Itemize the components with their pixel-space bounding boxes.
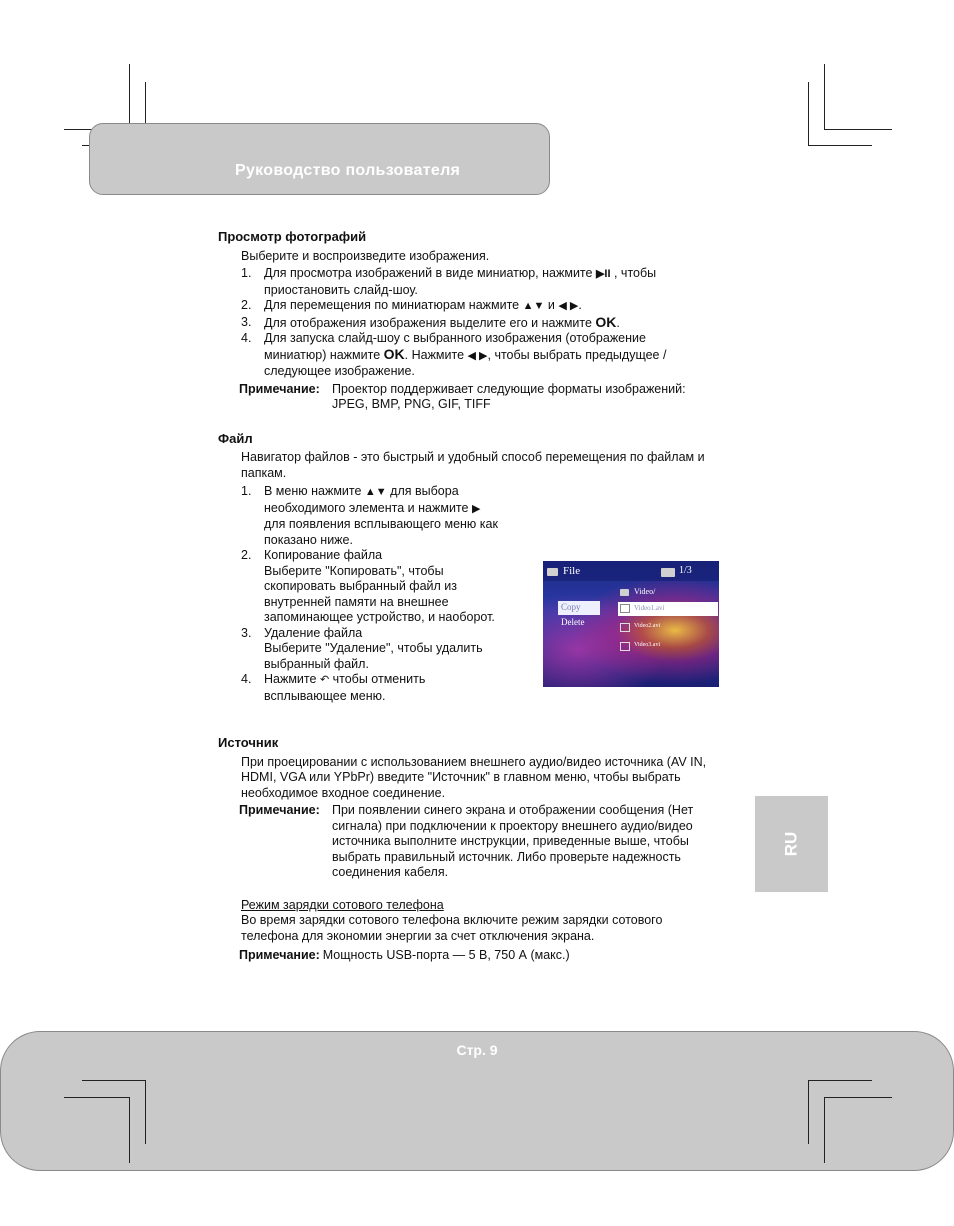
file-row[interactable]: Video1.avi: [634, 604, 665, 612]
up-down-arrows-icon: ▲▼: [364, 486, 387, 498]
section-title-file: Файл: [218, 430, 253, 446]
charge-note: Примечание: Мощность USB-порта — 5 В, 750 А (макс.): [239, 948, 570, 962]
list-item: 3. Удаление файла Выберите "Удаление", чтобы удалить выбранный файл.: [241, 625, 483, 671]
file-row[interactable]: Video2.avi: [634, 623, 661, 629]
photos-note: Примечание: Проектор поддерживает следующие форматы изображений: JPEG, BMP, PNG, GIF, TIFF: [239, 381, 686, 411]
charge-line-2: телефона для экономии энергии за счет отключения экрана.: [241, 928, 595, 943]
page-header-title: Руководство пользователя: [235, 162, 461, 179]
list-item: 1. В меню нажмите ▲▼ для выбора необходимого элемента и нажмите ▶ для появления всплывающего меню как показано ниже.: [241, 484, 498, 547]
screen-page-counter: 1/3: [679, 565, 692, 576]
language-tab-label: RU: [781, 831, 801, 857]
folder-icon: [547, 568, 558, 576]
list-item: 4. Нажмите ↶ чтобы отменить всплывающее меню.: [241, 672, 426, 703]
crop-mark: [808, 1080, 809, 1144]
section-title-source: Источник: [218, 735, 279, 750]
header-band: [89, 123, 550, 195]
page-number: Стр. 9: [456, 1042, 498, 1058]
ok-key: OK: [383, 345, 405, 362]
crop-mark: [64, 1097, 130, 1098]
up-down-arrows-icon: ▲▼: [522, 300, 545, 312]
crop-mark: [82, 1080, 146, 1081]
charge-title: Режим зарядки сотового телефона: [241, 897, 444, 912]
crop-mark: [129, 1097, 130, 1163]
photos-intro: Выберите и воспроизведите изображения.: [241, 248, 490, 263]
crop-mark: [824, 129, 892, 130]
film-icon: [620, 642, 630, 651]
list-item: 2. Для перемещения по миниатюрам нажмите ▲▼ и ◀ ▶.: [241, 298, 582, 312]
left-right-arrows-icon: ◀ ▶: [558, 300, 579, 312]
source-note: Примечание: При появлении синего экрана и отображении сообщения (Нет сигнала) при подключении к проектору внешнего аудио/видео источника выполните инструкции, приведенные выше, чтобы выбрать правильный источник. Либо проверьте надежность соединения кабеля.: [239, 803, 694, 879]
film-icon: [620, 604, 630, 613]
file-row[interactable]: Video/: [634, 587, 656, 596]
crop-mark: [808, 145, 872, 146]
file-row[interactable]: Video3.avi: [634, 642, 661, 648]
ok-key: OK: [595, 313, 617, 330]
file-intro-2: папкам.: [241, 465, 287, 480]
menu-copy[interactable]: Copy: [561, 602, 581, 612]
folder-icon: [620, 589, 629, 596]
right-arrow-icon: ▶: [471, 502, 481, 515]
crop-mark: [808, 82, 809, 146]
play-pause-icon: ▶II: [595, 268, 611, 280]
crop-mark: [824, 64, 825, 130]
crop-mark: [808, 1080, 872, 1081]
folder-icon: [661, 568, 675, 577]
source-intro-2: HDMI, VGA или YPbPr) введите "Источник" в главном меню, чтобы выбрать: [241, 770, 681, 784]
list-item: 3. Для отображения изображения выделите его и нажмите OK.: [241, 313, 620, 330]
screen-title: File: [563, 565, 581, 577]
list-item: 1. Для просмотра изображений в виде миниатюр, нажмите ▶II , чтобы приостановить слайд-шоу.: [241, 266, 657, 297]
file-navigator-screenshot: [543, 561, 719, 687]
list-item: 4. Для запуска слайд-шоу с выбранного изображения (отображение миниатюр) нажмите OK. Нажмите ◀ ▶, чтобы выбрать предыдущее / следующее изображение.: [241, 331, 667, 378]
selected-row-highlight: [618, 602, 718, 616]
list-item: 2. Копирование файла Выберите "Копировать", чтобы скопировать выбранный файл из внутренней памяти на внешнее запоминающее устройство, и наоборот.: [241, 548, 495, 624]
source-intro-3: необходимое входное соединение.: [241, 785, 446, 800]
source-intro-1: При проецировании с использованием внешнего аудио/видео источника (AV IN,: [241, 754, 707, 769]
return-icon: ↶: [319, 674, 330, 686]
menu-delete[interactable]: Delete: [561, 617, 585, 627]
crop-mark: [824, 1097, 825, 1163]
left-right-arrows-icon: ◀ ▶: [467, 349, 488, 362]
charge-line-1: Во время зарядки сотового телефона включите режим зарядки сотового: [241, 913, 663, 927]
crop-mark: [145, 1080, 146, 1144]
file-intro-1: Навигатор файлов - это быстрый и удобный способ перемещения по файлам и: [241, 450, 705, 464]
section-title-photos: Просмотр фотографий: [218, 229, 367, 244]
photos-steps: [218, 266, 748, 380]
film-icon: [620, 623, 630, 632]
crop-mark: [824, 1097, 892, 1098]
